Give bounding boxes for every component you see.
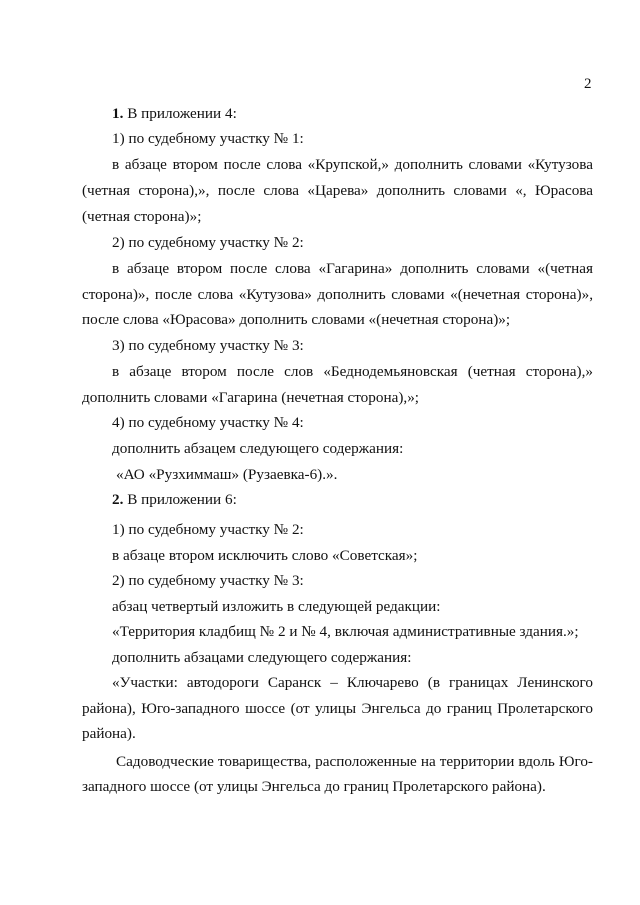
paragraph-line: дополнить абзацами следующего содержания: — [112, 649, 412, 666]
paragraph-line: «Участки: автодороги Саранск – Ключарево (в границах Ленинского — [112, 674, 593, 691]
paragraph-line: 2) по судебному участку № 3: — [112, 572, 304, 589]
paragraph-line: после слова «Юрасова» дополнить словами «(нечетная сторона)»; — [82, 311, 511, 328]
paragraph-line: дополнить абзацем следующего содержания: — [112, 440, 404, 457]
paragraph-line: в абзаце втором после слов «Беднодемьяновская (четная сторона),» — [112, 363, 593, 380]
paragraph-line: района), Юго-западного шоссе (от улицы Энгельса до границ Пролетарского — [82, 700, 593, 717]
paragraph-line: 2) по судебному участку № 2: — [112, 234, 304, 251]
paragraph-line: в абзаце втором после слова «Гагарина» дополнить словами «(четная — [112, 260, 593, 277]
paragraph-line: района). — [82, 725, 136, 742]
section-heading-1 — [112, 104, 237, 124]
paragraph-line: (четная сторона)»; — [82, 208, 202, 225]
paragraph-line: 3) по судебному участку № 3: — [112, 337, 304, 354]
paragraph-line: 4) по судебному участку № 4: — [112, 414, 304, 431]
page-number: 2 — [584, 76, 592, 92]
paragraph-line: (четная сторона),», после слова «Царева» дополнить словами «, Юрасова — [82, 182, 593, 199]
paragraph-line: сторона)», после слова «Кутузова» дополнить словами «(нечетная сторона)», — [82, 286, 593, 303]
paragraph-line: в абзаце втором после слова «Крупской,» дополнить словами «Кутузова — [112, 156, 593, 173]
paragraph-line: дополнить словами «Гагарина (нечетная сторона),»; — [82, 389, 420, 406]
paragraph-line: «Территория кладбищ № 2 и № 4, включая административные здания.»; — [112, 623, 579, 640]
paragraph-line: в абзаце втором исключить слово «Советская»; — [112, 547, 418, 564]
paragraph-line: 1) по судебному участку № 2: — [112, 521, 304, 538]
paragraph-line: западного шоссе (от улицы Энгельса до границ Пролетарского района). — [82, 778, 546, 795]
section-number-1: 1. — [112, 105, 124, 122]
paragraph-line: Садоводческие товарищества, расположенные на территории вдоль Юго- — [116, 753, 593, 770]
paragraph-line: абзац четвертый изложить в следующей редакции: — [112, 598, 441, 615]
paragraph-line: 1) по судебному участку № 1: — [112, 130, 304, 147]
section-title-2: В приложении 6: — [123, 491, 237, 508]
section-number-2: 2. — [112, 491, 124, 508]
section-heading-2 — [112, 490, 237, 510]
section-title-1: В приложении 4: — [123, 105, 237, 122]
paragraph-line: «АО «Рузхиммаш» (Рузаевка-6).». — [116, 466, 338, 483]
